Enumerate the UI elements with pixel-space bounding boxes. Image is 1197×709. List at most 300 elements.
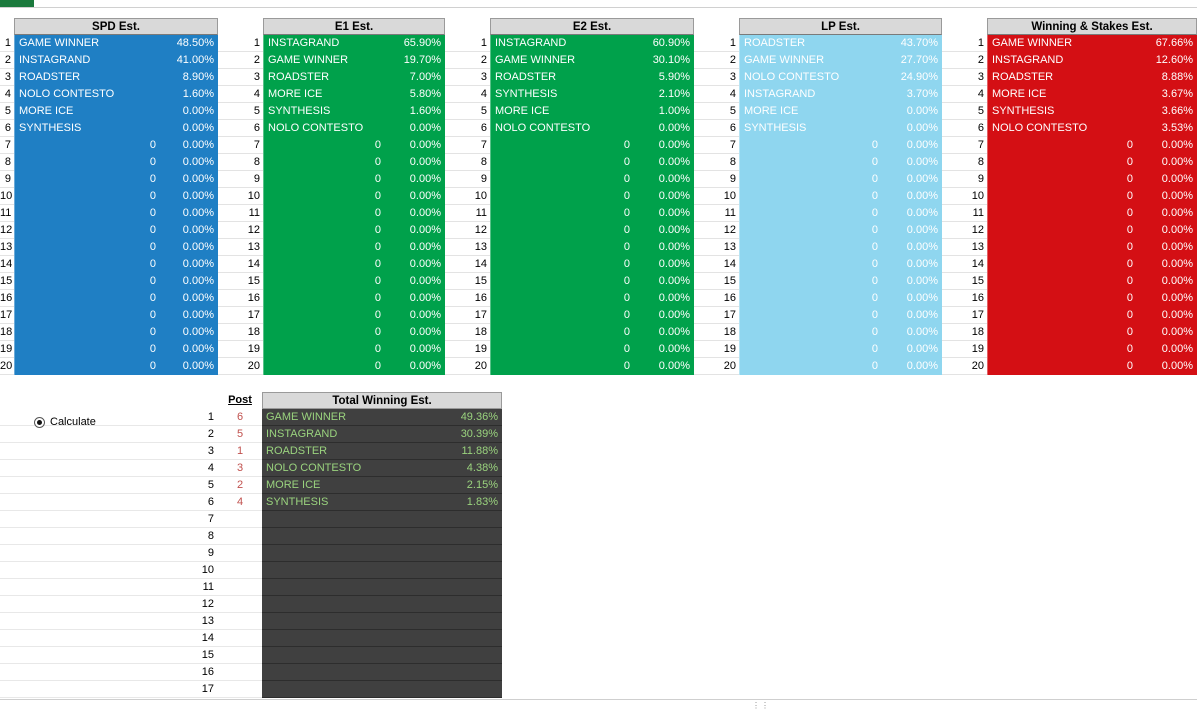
table-row[interactable]	[0, 86, 218, 103]
percent-cell[interactable]: 0.00%	[906, 343, 938, 355]
horse-name-cell[interactable]: 0	[871, 173, 878, 185]
row-number[interactable]: 8	[0, 528, 218, 545]
row-number[interactable]: 4	[942, 86, 987, 103]
row-number[interactable]: 6	[694, 120, 739, 137]
percent-cell[interactable]: 0.00%	[658, 156, 690, 168]
row-number[interactable]: 5	[0, 103, 14, 120]
row-number[interactable]: 9	[942, 171, 987, 188]
row-number[interactable]: 13	[218, 239, 263, 256]
percent-cell[interactable]: 0.00%	[1161, 207, 1193, 219]
row-number[interactable]: 15	[218, 273, 263, 290]
row-number[interactable]: 6	[0, 120, 14, 137]
percent-cell[interactable]: 19.70%	[403, 54, 441, 66]
horse-name-cell[interactable]: INSTAGRAND	[268, 37, 340, 49]
percent-cell[interactable]: 48.50%	[176, 37, 214, 49]
horse-name-cell[interactable]: 0	[623, 156, 630, 168]
percent-cell[interactable]: 0.00%	[409, 207, 441, 219]
percent-cell[interactable]: 7.00%	[409, 71, 441, 83]
row-number[interactable]: 17	[0, 681, 218, 698]
horse-name-cell[interactable]: 0	[623, 173, 630, 185]
row-number[interactable]: 10	[942, 188, 987, 205]
percent-cell[interactable]: 49.36%	[460, 411, 498, 423]
horse-name-cell[interactable]	[262, 630, 440, 646]
table-row[interactable]	[0, 562, 502, 579]
percent-cell[interactable]: 0.00%	[906, 326, 938, 338]
row-number[interactable]: 3	[942, 69, 987, 86]
table-row[interactable]	[0, 494, 502, 511]
row-number[interactable]: 10	[694, 188, 739, 205]
sheet-tab-indicator[interactable]	[0, 0, 34, 7]
percent-cell[interactable]	[440, 647, 502, 663]
table-row[interactable]	[445, 52, 694, 69]
table-row[interactable]	[694, 188, 942, 205]
row-number[interactable]: 12	[942, 222, 987, 239]
percent-cell[interactable]: 2.15%	[466, 479, 498, 491]
horse-name-cell[interactable]: GAME WINNER	[266, 411, 347, 423]
row-number[interactable]: 9	[445, 171, 490, 188]
horse-name-cell[interactable]: 0	[374, 258, 381, 270]
horse-name-cell[interactable]: 0	[871, 258, 878, 270]
table-row[interactable]	[694, 205, 942, 222]
row-number[interactable]: 13	[0, 239, 14, 256]
percent-cell[interactable]: 0.00%	[182, 275, 214, 287]
row-number[interactable]: 6	[942, 120, 987, 137]
table-row[interactable]	[218, 86, 445, 103]
table-row[interactable]	[445, 154, 694, 171]
horse-name-cell[interactable]: 0	[871, 309, 878, 321]
table-row[interactable]	[218, 222, 445, 239]
horse-name-cell[interactable]: INSTAGRAND	[992, 54, 1064, 66]
row-number[interactable]: 7	[942, 137, 987, 154]
row-number[interactable]: 20	[942, 358, 987, 375]
row-number[interactable]: 14	[218, 256, 263, 273]
row-number[interactable]: 11	[0, 579, 218, 596]
percent-cell[interactable]: 0.00%	[658, 224, 690, 236]
percent-cell[interactable]: 0.00%	[1161, 241, 1193, 253]
post-position-cell[interactable]: 5	[218, 426, 262, 443]
row-number[interactable]: 17	[942, 307, 987, 324]
percent-cell[interactable]: 0.00%	[906, 105, 938, 117]
row-number[interactable]: 7	[694, 137, 739, 154]
horse-name-cell[interactable]: GAME WINNER	[495, 54, 576, 66]
row-number[interactable]: 17	[694, 307, 739, 324]
table-row[interactable]	[445, 222, 694, 239]
horse-name-cell[interactable]: GAME WINNER	[268, 54, 349, 66]
horse-name-cell[interactable]: 0	[871, 360, 878, 372]
horse-name-cell[interactable]: INSTAGRAND	[266, 428, 338, 440]
horse-name-cell[interactable]: 0	[149, 326, 156, 338]
table-row[interactable]	[0, 681, 502, 698]
percent-cell[interactable]: 43.70%	[900, 37, 938, 49]
row-number[interactable]: 4	[0, 460, 218, 477]
horse-name-cell[interactable]: 0	[871, 343, 878, 355]
table-row[interactable]	[218, 324, 445, 341]
horse-name-cell[interactable]: SYNTHESIS	[266, 496, 329, 508]
percent-cell[interactable]	[440, 545, 502, 561]
horse-name-cell[interactable]: 0	[623, 139, 630, 151]
horse-name-cell[interactable]: 0	[149, 309, 156, 321]
percent-cell[interactable]: 3.53%	[1161, 122, 1193, 134]
horse-name-cell[interactable]: INSTAGRAND	[495, 37, 567, 49]
horse-name-cell[interactable]: 0	[149, 207, 156, 219]
horse-name-cell[interactable]: 0	[623, 343, 630, 355]
row-number[interactable]: 11	[218, 205, 263, 222]
percent-cell[interactable]: 0.00%	[182, 207, 214, 219]
table-row[interactable]	[0, 69, 218, 86]
table-row[interactable]	[694, 120, 942, 137]
table-row[interactable]	[218, 154, 445, 171]
table-row[interactable]	[445, 324, 694, 341]
table-row[interactable]	[694, 324, 942, 341]
horse-name-cell[interactable]: 0	[149, 292, 156, 304]
row-number[interactable]: 18	[218, 324, 263, 341]
horse-name-cell[interactable]: 0	[374, 343, 381, 355]
table-row[interactable]	[0, 239, 218, 256]
table-row[interactable]	[445, 120, 694, 137]
percent-cell[interactable]: 0.00%	[409, 343, 441, 355]
row-number[interactable]: 14	[942, 256, 987, 273]
percent-cell[interactable]: 0.00%	[1161, 360, 1193, 372]
horse-name-cell[interactable]: 0	[374, 224, 381, 236]
percent-cell[interactable]: 0.00%	[409, 173, 441, 185]
percent-cell[interactable]: 0.00%	[1161, 190, 1193, 202]
percent-cell[interactable]	[440, 562, 502, 578]
row-number[interactable]: 2	[694, 52, 739, 69]
table-row[interactable]	[0, 528, 502, 545]
row-number[interactable]: 2	[942, 52, 987, 69]
percent-cell[interactable]: 1.83%	[466, 496, 498, 508]
percent-cell[interactable]: 30.39%	[460, 428, 498, 440]
table-row[interactable]	[445, 256, 694, 273]
row-number[interactable]: 20	[0, 358, 14, 375]
table-row[interactable]	[0, 35, 218, 52]
horse-name-cell[interactable]: 0	[623, 275, 630, 287]
horse-name-cell[interactable]: 0	[1126, 309, 1133, 321]
row-number[interactable]: 16	[694, 290, 739, 307]
row-number[interactable]: 12	[694, 222, 739, 239]
post-position-cell[interactable]: 4	[218, 494, 262, 511]
horse-name-cell[interactable]	[262, 613, 440, 629]
row-number[interactable]: 5	[218, 103, 263, 120]
row-number[interactable]: 9	[694, 171, 739, 188]
row-number[interactable]: 19	[445, 341, 490, 358]
row-number[interactable]: 8	[942, 154, 987, 171]
row-number[interactable]: 17	[445, 307, 490, 324]
row-number[interactable]: 12	[0, 596, 218, 613]
horse-name-cell[interactable]: 0	[871, 207, 878, 219]
percent-cell[interactable]	[440, 596, 502, 612]
horse-name-cell[interactable]: 0	[623, 224, 630, 236]
percent-cell[interactable]: 0.00%	[906, 122, 938, 134]
row-number[interactable]: 14	[0, 256, 14, 273]
row-number[interactable]: 7	[0, 137, 14, 154]
table-row[interactable]	[445, 137, 694, 154]
row-number[interactable]: 18	[0, 324, 14, 341]
percent-cell[interactable]: 0.00%	[409, 309, 441, 321]
horse-name-cell[interactable]: 0	[1126, 156, 1133, 168]
percent-cell[interactable]: 0.00%	[658, 275, 690, 287]
table-row[interactable]	[0, 596, 502, 613]
percent-cell[interactable]	[440, 630, 502, 646]
horse-name-cell[interactable]: 0	[374, 292, 381, 304]
row-number[interactable]: 19	[694, 341, 739, 358]
row-number[interactable]: 13	[942, 239, 987, 256]
table-row[interactable]	[942, 52, 1197, 69]
horse-name-cell[interactable]: SYNTHESIS	[19, 122, 82, 134]
post-position-cell[interactable]	[218, 647, 262, 664]
post-position-cell[interactable]	[218, 562, 262, 579]
percent-cell[interactable]: 30.10%	[652, 54, 690, 66]
row-number[interactable]: 2	[0, 426, 218, 443]
percent-cell[interactable]: 0.00%	[906, 190, 938, 202]
row-number[interactable]: 5	[0, 477, 218, 494]
row-number[interactable]: 14	[0, 630, 218, 647]
horse-name-cell[interactable]: 0	[623, 326, 630, 338]
percent-cell[interactable]: 67.66%	[1155, 37, 1193, 49]
table-row[interactable]	[218, 120, 445, 137]
row-number[interactable]: 16	[0, 664, 218, 681]
horse-name-cell[interactable]: SYNTHESIS	[495, 88, 558, 100]
table-row[interactable]	[0, 205, 218, 222]
horse-name-cell[interactable]: MORE ICE	[266, 479, 321, 491]
percent-cell[interactable]	[440, 579, 502, 595]
table-row[interactable]	[0, 358, 218, 375]
row-number[interactable]: 7	[445, 137, 490, 154]
horse-name-cell[interactable]: 0	[149, 173, 156, 185]
row-number[interactable]: 11	[694, 205, 739, 222]
horse-name-cell[interactable]	[262, 647, 440, 663]
horse-name-cell[interactable]: 0	[871, 275, 878, 287]
table-row[interactable]	[694, 86, 942, 103]
row-number[interactable]: 6	[445, 120, 490, 137]
percent-cell[interactable]: 0.00%	[658, 241, 690, 253]
row-number[interactable]: 1	[445, 35, 490, 52]
percent-cell[interactable]: 1.00%	[658, 105, 690, 117]
post-position-cell[interactable]	[218, 613, 262, 630]
table-row[interactable]	[0, 307, 218, 324]
horse-name-cell[interactable]: 0	[623, 207, 630, 219]
horse-name-cell[interactable]	[262, 528, 440, 544]
row-number[interactable]: 2	[218, 52, 263, 69]
row-number[interactable]: 8	[694, 154, 739, 171]
horse-name-cell[interactable]: ROADSTER	[266, 445, 328, 457]
horse-name-cell[interactable]: NOLO CONTESTO	[268, 122, 364, 134]
percent-cell[interactable]: 0.00%	[182, 343, 214, 355]
horse-name-cell[interactable]: INSTAGRAND	[19, 54, 91, 66]
table-row[interactable]	[942, 256, 1197, 273]
table-row[interactable]	[218, 188, 445, 205]
percent-cell[interactable]: 0.00%	[182, 224, 214, 236]
calculate-control[interactable]	[34, 416, 96, 428]
table-row[interactable]	[694, 154, 942, 171]
percent-cell[interactable]: 0.00%	[182, 309, 214, 321]
horse-name-cell[interactable]: MORE ICE	[992, 88, 1047, 100]
horse-name-cell[interactable]: SYNTHESIS	[992, 105, 1055, 117]
row-number[interactable]: 19	[0, 341, 14, 358]
horse-name-cell[interactable]: 0	[623, 241, 630, 253]
row-number[interactable]: 5	[694, 103, 739, 120]
table-row[interactable]	[694, 273, 942, 290]
table-row[interactable]	[0, 477, 502, 494]
row-number[interactable]: 13	[0, 613, 218, 630]
percent-cell[interactable]: 0.00%	[182, 139, 214, 151]
row-number[interactable]: 13	[694, 239, 739, 256]
table-row[interactable]	[942, 154, 1197, 171]
horse-name-cell[interactable]: 0	[149, 224, 156, 236]
row-number[interactable]: 15	[0, 647, 218, 664]
table-row[interactable]	[0, 545, 502, 562]
table-row[interactable]	[218, 52, 445, 69]
percent-cell[interactable]: 0.00%	[658, 360, 690, 372]
post-position-cell[interactable]	[218, 664, 262, 681]
row-number[interactable]: 3	[0, 443, 218, 460]
post-position-cell[interactable]	[218, 681, 262, 698]
percent-cell[interactable]: 0.00%	[409, 275, 441, 287]
horse-name-cell[interactable]: 0	[374, 275, 381, 287]
horse-name-cell[interactable]: NOLO CONTESTO	[992, 122, 1088, 134]
table-row[interactable]	[218, 137, 445, 154]
percent-cell[interactable]: 4.38%	[466, 462, 498, 474]
horse-name-cell[interactable]: INSTAGRAND	[744, 88, 816, 100]
row-number[interactable]: 17	[218, 307, 263, 324]
percent-cell[interactable]: 0.00%	[182, 326, 214, 338]
post-position-cell[interactable]: 3	[218, 460, 262, 477]
table-row[interactable]	[218, 358, 445, 375]
percent-cell[interactable]: 0.00%	[409, 292, 441, 304]
horse-name-cell[interactable]: GAME WINNER	[744, 54, 825, 66]
table-row[interactable]	[218, 290, 445, 307]
horse-name-cell[interactable]: NOLO CONTESTO	[266, 462, 362, 474]
row-number[interactable]: 14	[694, 256, 739, 273]
percent-cell[interactable]: 0.00%	[1161, 224, 1193, 236]
row-number[interactable]: 18	[694, 324, 739, 341]
percent-cell[interactable]: 0.00%	[1161, 275, 1193, 287]
percent-cell[interactable]: 0.00%	[182, 241, 214, 253]
horse-name-cell[interactable]: ROADSTER	[495, 71, 557, 83]
row-number[interactable]: 12	[218, 222, 263, 239]
table-row[interactable]	[0, 52, 218, 69]
percent-cell[interactable]: 0.00%	[409, 139, 441, 151]
table-row[interactable]	[218, 273, 445, 290]
horse-name-cell[interactable]: 0	[374, 309, 381, 321]
row-number[interactable]: 1	[0, 35, 14, 52]
percent-cell[interactable]: 0.00%	[1161, 139, 1193, 151]
table-row[interactable]	[218, 239, 445, 256]
row-number[interactable]: 7	[0, 511, 218, 528]
table-row[interactable]	[0, 188, 218, 205]
row-number[interactable]: 3	[694, 69, 739, 86]
percent-cell[interactable]: 0.00%	[906, 275, 938, 287]
horse-name-cell[interactable]: 0	[871, 224, 878, 236]
row-number[interactable]: 15	[694, 273, 739, 290]
percent-cell[interactable]: 0.00%	[182, 173, 214, 185]
row-number[interactable]: 1	[0, 409, 218, 426]
row-number[interactable]: 8	[445, 154, 490, 171]
percent-cell[interactable]: 65.90%	[403, 37, 441, 49]
percent-cell[interactable]: 0.00%	[1161, 292, 1193, 304]
percent-cell[interactable]	[440, 528, 502, 544]
horse-name-cell[interactable]: SYNTHESIS	[744, 122, 807, 134]
table-row[interactable]	[0, 137, 218, 154]
horse-name-cell[interactable]: 0	[149, 156, 156, 168]
table-row[interactable]	[218, 35, 445, 52]
percent-cell[interactable]: 27.70%	[900, 54, 938, 66]
table-row[interactable]	[694, 69, 942, 86]
table-row[interactable]	[0, 256, 218, 273]
table-row[interactable]	[0, 341, 218, 358]
percent-cell[interactable]: 3.67%	[1161, 88, 1193, 100]
table-row[interactable]	[445, 358, 694, 375]
percent-cell[interactable]: 0.00%	[182, 105, 214, 117]
table-row[interactable]	[445, 341, 694, 358]
percent-cell[interactable]: 0.00%	[409, 156, 441, 168]
percent-cell[interactable]: 0.00%	[906, 156, 938, 168]
row-number[interactable]: 15	[942, 273, 987, 290]
percent-cell[interactable]: 0.00%	[409, 241, 441, 253]
table-row[interactable]	[0, 664, 502, 681]
percent-cell[interactable]	[440, 613, 502, 629]
percent-cell[interactable]: 41.00%	[176, 54, 214, 66]
table-row[interactable]	[0, 443, 502, 460]
horse-name-cell[interactable]: 0	[374, 360, 381, 372]
row-number[interactable]: 8	[0, 154, 14, 171]
row-number[interactable]: 12	[0, 222, 14, 239]
row-number[interactable]: 20	[445, 358, 490, 375]
table-row[interactable]	[218, 307, 445, 324]
table-row[interactable]	[942, 103, 1197, 120]
table-row[interactable]	[942, 120, 1197, 137]
horse-name-cell[interactable]: 0	[1126, 224, 1133, 236]
horse-name-cell[interactable]: 0	[1126, 258, 1133, 270]
horse-name-cell[interactable]: 0	[623, 309, 630, 321]
table-row[interactable]	[0, 290, 218, 307]
table-row[interactable]	[942, 188, 1197, 205]
percent-cell[interactable]: 0.00%	[906, 224, 938, 236]
table-row[interactable]	[0, 511, 502, 528]
table-row[interactable]	[942, 171, 1197, 188]
percent-cell[interactable]: 0.00%	[906, 309, 938, 321]
horse-name-cell[interactable]: 0	[149, 190, 156, 202]
row-number[interactable]: 9	[0, 171, 14, 188]
horse-name-cell[interactable]: ROADSTER	[992, 71, 1054, 83]
row-number[interactable]: 10	[0, 562, 218, 579]
table-row[interactable]	[942, 222, 1197, 239]
table-row[interactable]	[0, 613, 502, 630]
horse-name-cell[interactable]: 0	[374, 190, 381, 202]
table-row[interactable]	[445, 103, 694, 120]
table-row[interactable]	[942, 324, 1197, 341]
table-row[interactable]	[218, 205, 445, 222]
percent-cell[interactable]: 0.00%	[1161, 326, 1193, 338]
horse-name-cell[interactable]: 0	[871, 156, 878, 168]
table-row[interactable]	[942, 69, 1197, 86]
resize-grip-icon[interactable]: ⋮⋮	[752, 701, 770, 709]
row-number[interactable]: 9	[218, 171, 263, 188]
table-row[interactable]	[445, 69, 694, 86]
percent-cell[interactable]: 8.90%	[182, 71, 214, 83]
percent-cell[interactable]: 0.00%	[182, 258, 214, 270]
percent-cell[interactable]: 0.00%	[1161, 156, 1193, 168]
table-row[interactable]	[0, 426, 502, 443]
horse-name-cell[interactable]: MORE ICE	[268, 88, 323, 100]
table-row[interactable]	[942, 358, 1197, 375]
horse-name-cell[interactable]: NOLO CONTESTO	[744, 71, 840, 83]
table-row[interactable]	[694, 239, 942, 256]
horse-name-cell[interactable]	[262, 664, 440, 680]
table-row[interactable]	[445, 171, 694, 188]
row-number[interactable]: 6	[218, 120, 263, 137]
percent-cell[interactable]: 0.00%	[409, 190, 441, 202]
